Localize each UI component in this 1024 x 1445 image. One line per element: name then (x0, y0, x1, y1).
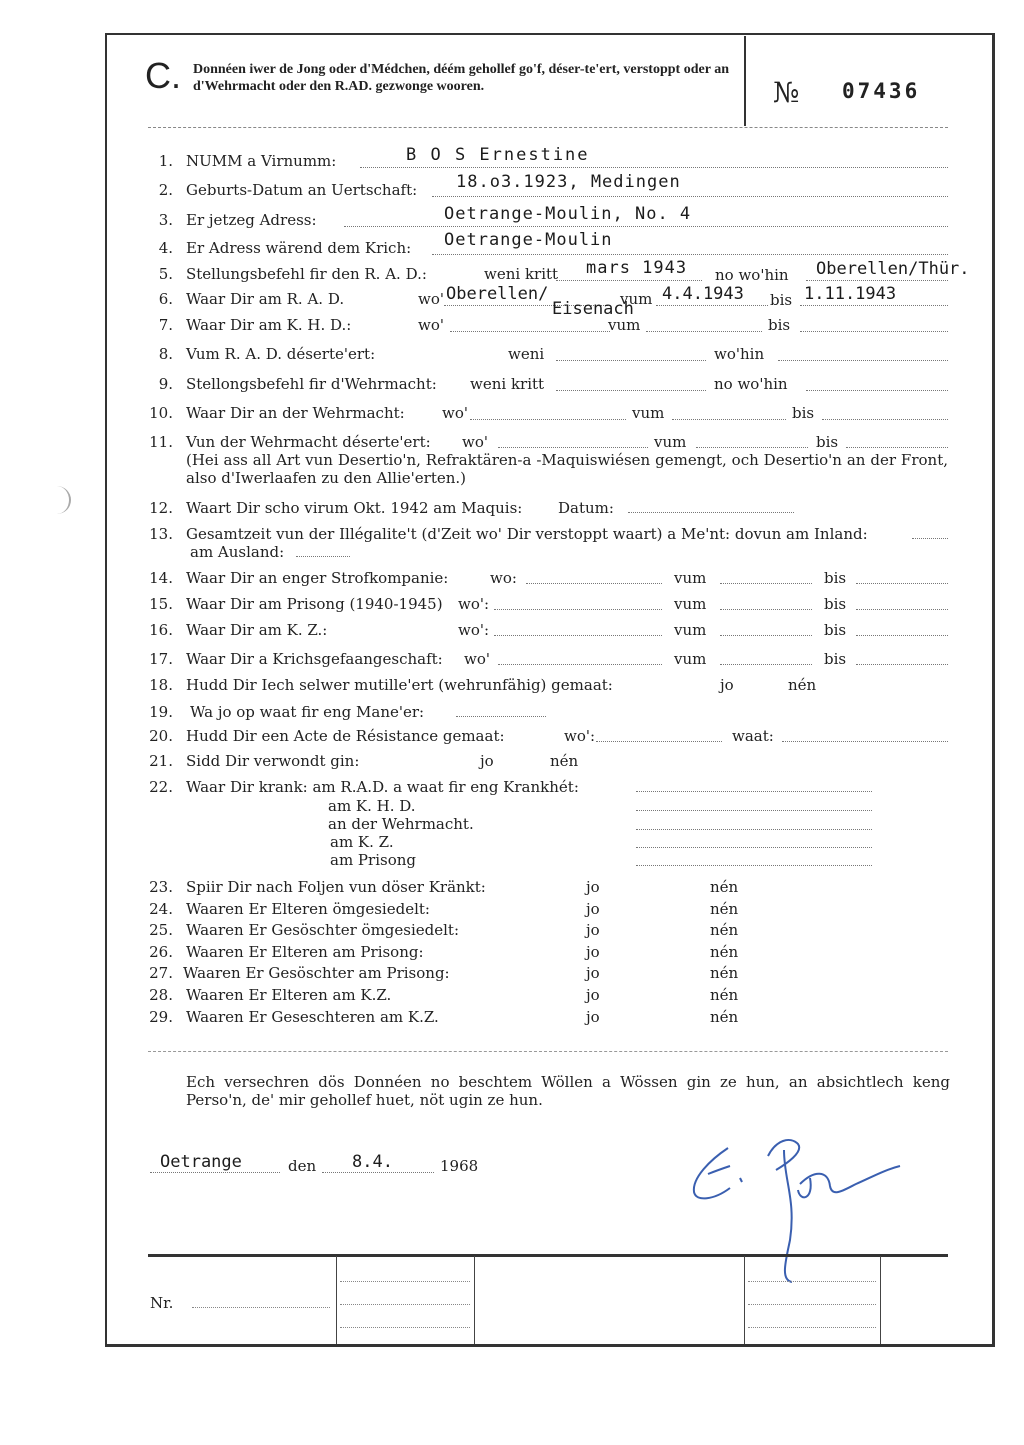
fill-line (498, 447, 648, 448)
item-number: 27. (149, 964, 173, 982)
rad-place-value[interactable]: Oberellen/ (446, 284, 549, 304)
sub-khd: am K. H. D. (328, 797, 416, 815)
fill-line (628, 512, 794, 513)
section-letter: C. (145, 55, 181, 96)
den-label: den (288, 1157, 317, 1175)
rad-to-value[interactable]: 1.11.1943 (804, 284, 897, 304)
vum-label: vum (674, 569, 707, 587)
item-label: Waaren Er Elteren am Prisong: (186, 943, 424, 961)
vum-label: vum (674, 621, 707, 639)
jo-option[interactable]: jo (586, 878, 600, 896)
bis-label: bis (792, 404, 815, 422)
table-column-divider (336, 1256, 337, 1344)
desertion-note: (Hei ass all Art vun Desertio'n, Refraktären-a -Maquiswiésen gemengt, och Desertio'n an der Front, also d'Iwerlaafen zu den Allie'erten.) (186, 451, 948, 487)
nen-option[interactable]: nén (710, 1008, 739, 1026)
bis-label: bis (824, 569, 847, 587)
war-address-value[interactable]: Oetrange-Moulin (444, 230, 613, 250)
item-label: Waaren Er Gesöschter ömgesiedelt: (186, 921, 460, 939)
fill-line (636, 791, 872, 792)
name-value[interactable]: B O S Ernestine (406, 145, 590, 165)
item-number: 22. (149, 778, 173, 796)
fill-line (806, 280, 948, 281)
wo-label: wo' (442, 404, 468, 422)
item-label: Wa jo op waat fir eng Mane'er: (190, 703, 425, 721)
nr-label: Nr. (150, 1294, 174, 1312)
nen-option[interactable]: nén (710, 900, 739, 918)
jo-option[interactable]: jo (586, 921, 600, 939)
fill-line (720, 635, 812, 636)
item-label: Waaren Er Elteren ömgesiedelt: (186, 900, 430, 918)
weni-label: weni kritt (484, 265, 559, 283)
rad-order-date[interactable]: mars 1943 (586, 258, 688, 278)
fill-line (856, 635, 948, 636)
rad-place-value-2[interactable]: Eisenach (552, 299, 634, 319)
fill-line (322, 1172, 434, 1173)
jo-option[interactable]: jo (586, 900, 600, 918)
current-address-value[interactable]: Oetrange-Moulin, No. 4 (444, 204, 692, 224)
wo-label: wo' (418, 290, 444, 308)
wohin-label: no wo'hin (714, 375, 788, 393)
item-label: Waar Dir krank: am R.A.D. a waat fir eng Krankhét: (186, 778, 579, 796)
fill-line (340, 1304, 470, 1305)
fill-line (556, 390, 706, 391)
section-separator (148, 1051, 948, 1052)
jo-option[interactable]: jo (586, 986, 600, 1004)
item-label: Waar Dir an der Wehrmacht: (186, 404, 405, 422)
item-label: Sidd Dir verwondt gin: (186, 752, 360, 770)
fill-line (344, 226, 948, 227)
fill-line (778, 360, 948, 361)
fill-line (748, 1281, 876, 1282)
fill-line (470, 419, 626, 420)
bis-label: bis (824, 595, 847, 613)
jo-option[interactable]: jo (720, 676, 734, 694)
item-label: Stellungsbefehl fir den R. A. D.: (186, 265, 427, 283)
item-label: Er jetzeg Adress: (186, 211, 317, 229)
fill-line (822, 419, 948, 420)
ausland-label: am Ausland: (190, 543, 285, 561)
fill-line (748, 1327, 876, 1328)
fill-line (150, 1172, 280, 1173)
declaration-text: Ech versechren dös Donnéen no beschtem Wöllen a Wössen gin ze hun, an absichtlech keng Perso'n, de' mir gehollef huet, nöt ugin ze hun. (186, 1073, 950, 1109)
fill-line (340, 1281, 470, 1282)
item-label: Waaren Er Gesöschter am Prisong: (183, 964, 450, 982)
bis-label: bis (824, 650, 847, 668)
sub-wehrmacht: an der Wehrmacht. (328, 815, 474, 833)
nen-option[interactable]: nén (710, 986, 739, 1004)
weni-label: weni (508, 345, 545, 363)
item-number: 8. (158, 345, 173, 363)
wo-label: wo': (458, 621, 490, 639)
fill-line (748, 1304, 876, 1305)
form-number: 07436 (842, 79, 921, 103)
sub-prisong: am Prisong (330, 851, 416, 869)
jo-option[interactable]: jo (586, 943, 600, 961)
fill-line (636, 865, 872, 866)
item-number: 17. (149, 650, 173, 668)
weni-label: weni kritt (470, 375, 545, 393)
bis-label: bis (770, 291, 793, 309)
header-rule (148, 127, 948, 128)
item-label: Waar Dir am K. H. D.: (186, 316, 352, 334)
datum-label: Datum: (558, 499, 614, 517)
item-label: Waar Dir am R. A. D. (186, 290, 345, 308)
table-column-divider (880, 1256, 881, 1344)
wo-label: wo' (462, 433, 488, 451)
item-number: 19. (149, 703, 173, 721)
item-number: 20. (149, 727, 173, 745)
fill-line (720, 609, 812, 610)
fill-line (494, 609, 662, 610)
vum-label: vum (674, 595, 707, 613)
item-number: 18. (149, 676, 173, 694)
item-label: Geburts-Datum an Uertschaft: (186, 181, 418, 199)
vum-label: vum (674, 650, 707, 668)
fill-line (800, 305, 948, 306)
section-title: Donnéen iwer de Jong oder d'Médchen, déém gehollef go'f, déser-te'ert, verstoppt oder an d'Wehrmacht oder den R.AD. gezwonge wooren. (193, 62, 729, 94)
item-number: 6. (158, 290, 173, 308)
vum-label: vum (620, 290, 653, 308)
item-number: 23. (149, 878, 173, 896)
fill-line (296, 556, 350, 557)
fill-line (782, 741, 948, 742)
wohin-label: no wo'hin (715, 266, 789, 284)
table-column-divider (474, 1256, 475, 1344)
item-label: Waaren Er Elteren am K.Z. (186, 986, 392, 1004)
item-label: Waar Dir am K. Z.: (186, 621, 328, 639)
jo-option[interactable]: jo (586, 964, 600, 982)
jo-option[interactable]: jo (480, 752, 494, 770)
bis-label: bis (768, 316, 791, 334)
fill-line (800, 331, 948, 332)
item-label: Waar Dir am Prisong (1940-1945) (186, 595, 443, 613)
item-label: Stellongsbefehl fir d'Wehrmacht: (186, 375, 437, 393)
item-number: 10. (149, 404, 173, 422)
fill-line (846, 447, 948, 448)
item-number: 2. (158, 181, 173, 199)
item-label: Waar Dir a Krichsgefaangeschaft: (186, 650, 443, 668)
item-label: Vum R. A. D. déserte'ert: (186, 345, 376, 363)
punch-hole (55, 486, 71, 514)
wo-label: wo' (418, 316, 444, 334)
fill-line (672, 419, 786, 420)
bis-label: bis (816, 433, 839, 451)
nen-option[interactable]: nén (550, 752, 579, 770)
item-label: Hudd Dir een Acte de Résistance gemaat: (186, 727, 505, 745)
item-number: 28. (149, 986, 173, 1004)
item-number: 29. (149, 1008, 173, 1026)
item-number: 21. (149, 752, 173, 770)
item-label: Hudd Dir Iech selwer mutille'ert (wehrunfähig) gemaat: (186, 676, 613, 694)
fill-line (856, 609, 948, 610)
item-label: Gesamtzeit vun der Illégalite't (d'Zeit wo' Dir verstoppt waart) a Me'nt: dovun am Inland: (186, 525, 868, 543)
item-label: Er Adress wärend dem Krich: (186, 239, 412, 257)
fill-line (456, 716, 546, 717)
date-value[interactable]: 8.4. (352, 1152, 393, 1172)
fill-line (720, 583, 812, 584)
year-label: 1968 (440, 1157, 479, 1175)
fill-line (856, 664, 948, 665)
item-number: 4. (158, 239, 173, 257)
number-label: № (773, 76, 800, 109)
fill-line (656, 305, 768, 306)
table-column-divider (744, 1256, 745, 1344)
item-number: 13. (149, 525, 173, 543)
fill-line (192, 1307, 330, 1308)
item-number: 12. (149, 499, 173, 517)
nen-option[interactable]: nén (710, 878, 739, 896)
item-number: 15. (149, 595, 173, 613)
wohin-label: wo'hin (714, 345, 765, 363)
nen-option[interactable]: nén (710, 943, 739, 961)
fill-line (720, 664, 812, 665)
item-label: NUMM a Virnumm: (186, 152, 337, 170)
birth-value[interactable]: 18.o3.1923, Medingen (456, 172, 681, 192)
nen-option[interactable]: nén (788, 676, 817, 694)
item-number: 14. (149, 569, 173, 587)
item-number: 26. (149, 943, 173, 961)
item-number: 16. (149, 621, 173, 639)
item-number: 24. (149, 900, 173, 918)
fill-line (432, 196, 948, 197)
item-label: Waart Dir scho virum Okt. 1942 am Maquis: (186, 499, 523, 517)
item-number: 9. (158, 375, 173, 393)
nen-option[interactable]: nén (710, 964, 739, 982)
vum-label: vum (632, 404, 665, 422)
fill-line (696, 447, 808, 448)
fill-line (526, 583, 662, 584)
fill-line (596, 741, 722, 742)
item-label: Vun der Wehrmacht déserte'ert: (186, 433, 431, 451)
rad-order-place[interactable]: Oberellen/Thür. (816, 259, 970, 279)
bis-label: bis (824, 621, 847, 639)
fill-line (498, 664, 662, 665)
fill-line (556, 360, 706, 361)
fill-line (806, 390, 948, 391)
fill-line (856, 583, 948, 584)
place-value[interactable]: Oetrange (160, 1152, 242, 1172)
fill-line (432, 254, 948, 255)
jo-option[interactable]: jo (586, 1008, 600, 1026)
nen-option[interactable]: nén (710, 921, 739, 939)
item-number: 3. (158, 211, 173, 229)
fill-line (636, 847, 872, 848)
fill-line (360, 167, 948, 168)
waat-label: waat: (732, 727, 774, 745)
fill-line (340, 1327, 470, 1328)
vum-label: vum (654, 433, 687, 451)
wo-label: wo': (564, 727, 596, 745)
wo-label: wo' (464, 650, 490, 668)
fill-line (636, 810, 872, 811)
bottom-table (148, 1254, 948, 1349)
fill-line (636, 829, 872, 830)
sub-kz: am K. Z. (330, 833, 394, 851)
fill-line (646, 331, 762, 332)
item-label: Waar Dir an enger Strofkompanie: (186, 569, 449, 587)
item-number: 1. (158, 152, 173, 170)
item-number: 5. (158, 265, 173, 283)
wo-label: wo: (490, 569, 517, 587)
wo-label: wo': (458, 595, 490, 613)
item-label: Spiir Dir nach Foljen vun döser Kränkt: (186, 878, 486, 896)
fill-line (494, 635, 662, 636)
item-label: Waaren Er Geseschteren am K.Z. (186, 1008, 439, 1026)
item-number: 7. (158, 316, 173, 334)
rad-from-value[interactable]: 4.4.1943 (662, 284, 744, 304)
fill-line (450, 331, 610, 332)
header-divider (744, 36, 746, 126)
fill-line (556, 280, 702, 281)
item-number: 25. (149, 921, 173, 939)
fill-line (912, 538, 948, 539)
vum-label: vum (608, 316, 641, 334)
item-number: 11. (149, 433, 173, 451)
